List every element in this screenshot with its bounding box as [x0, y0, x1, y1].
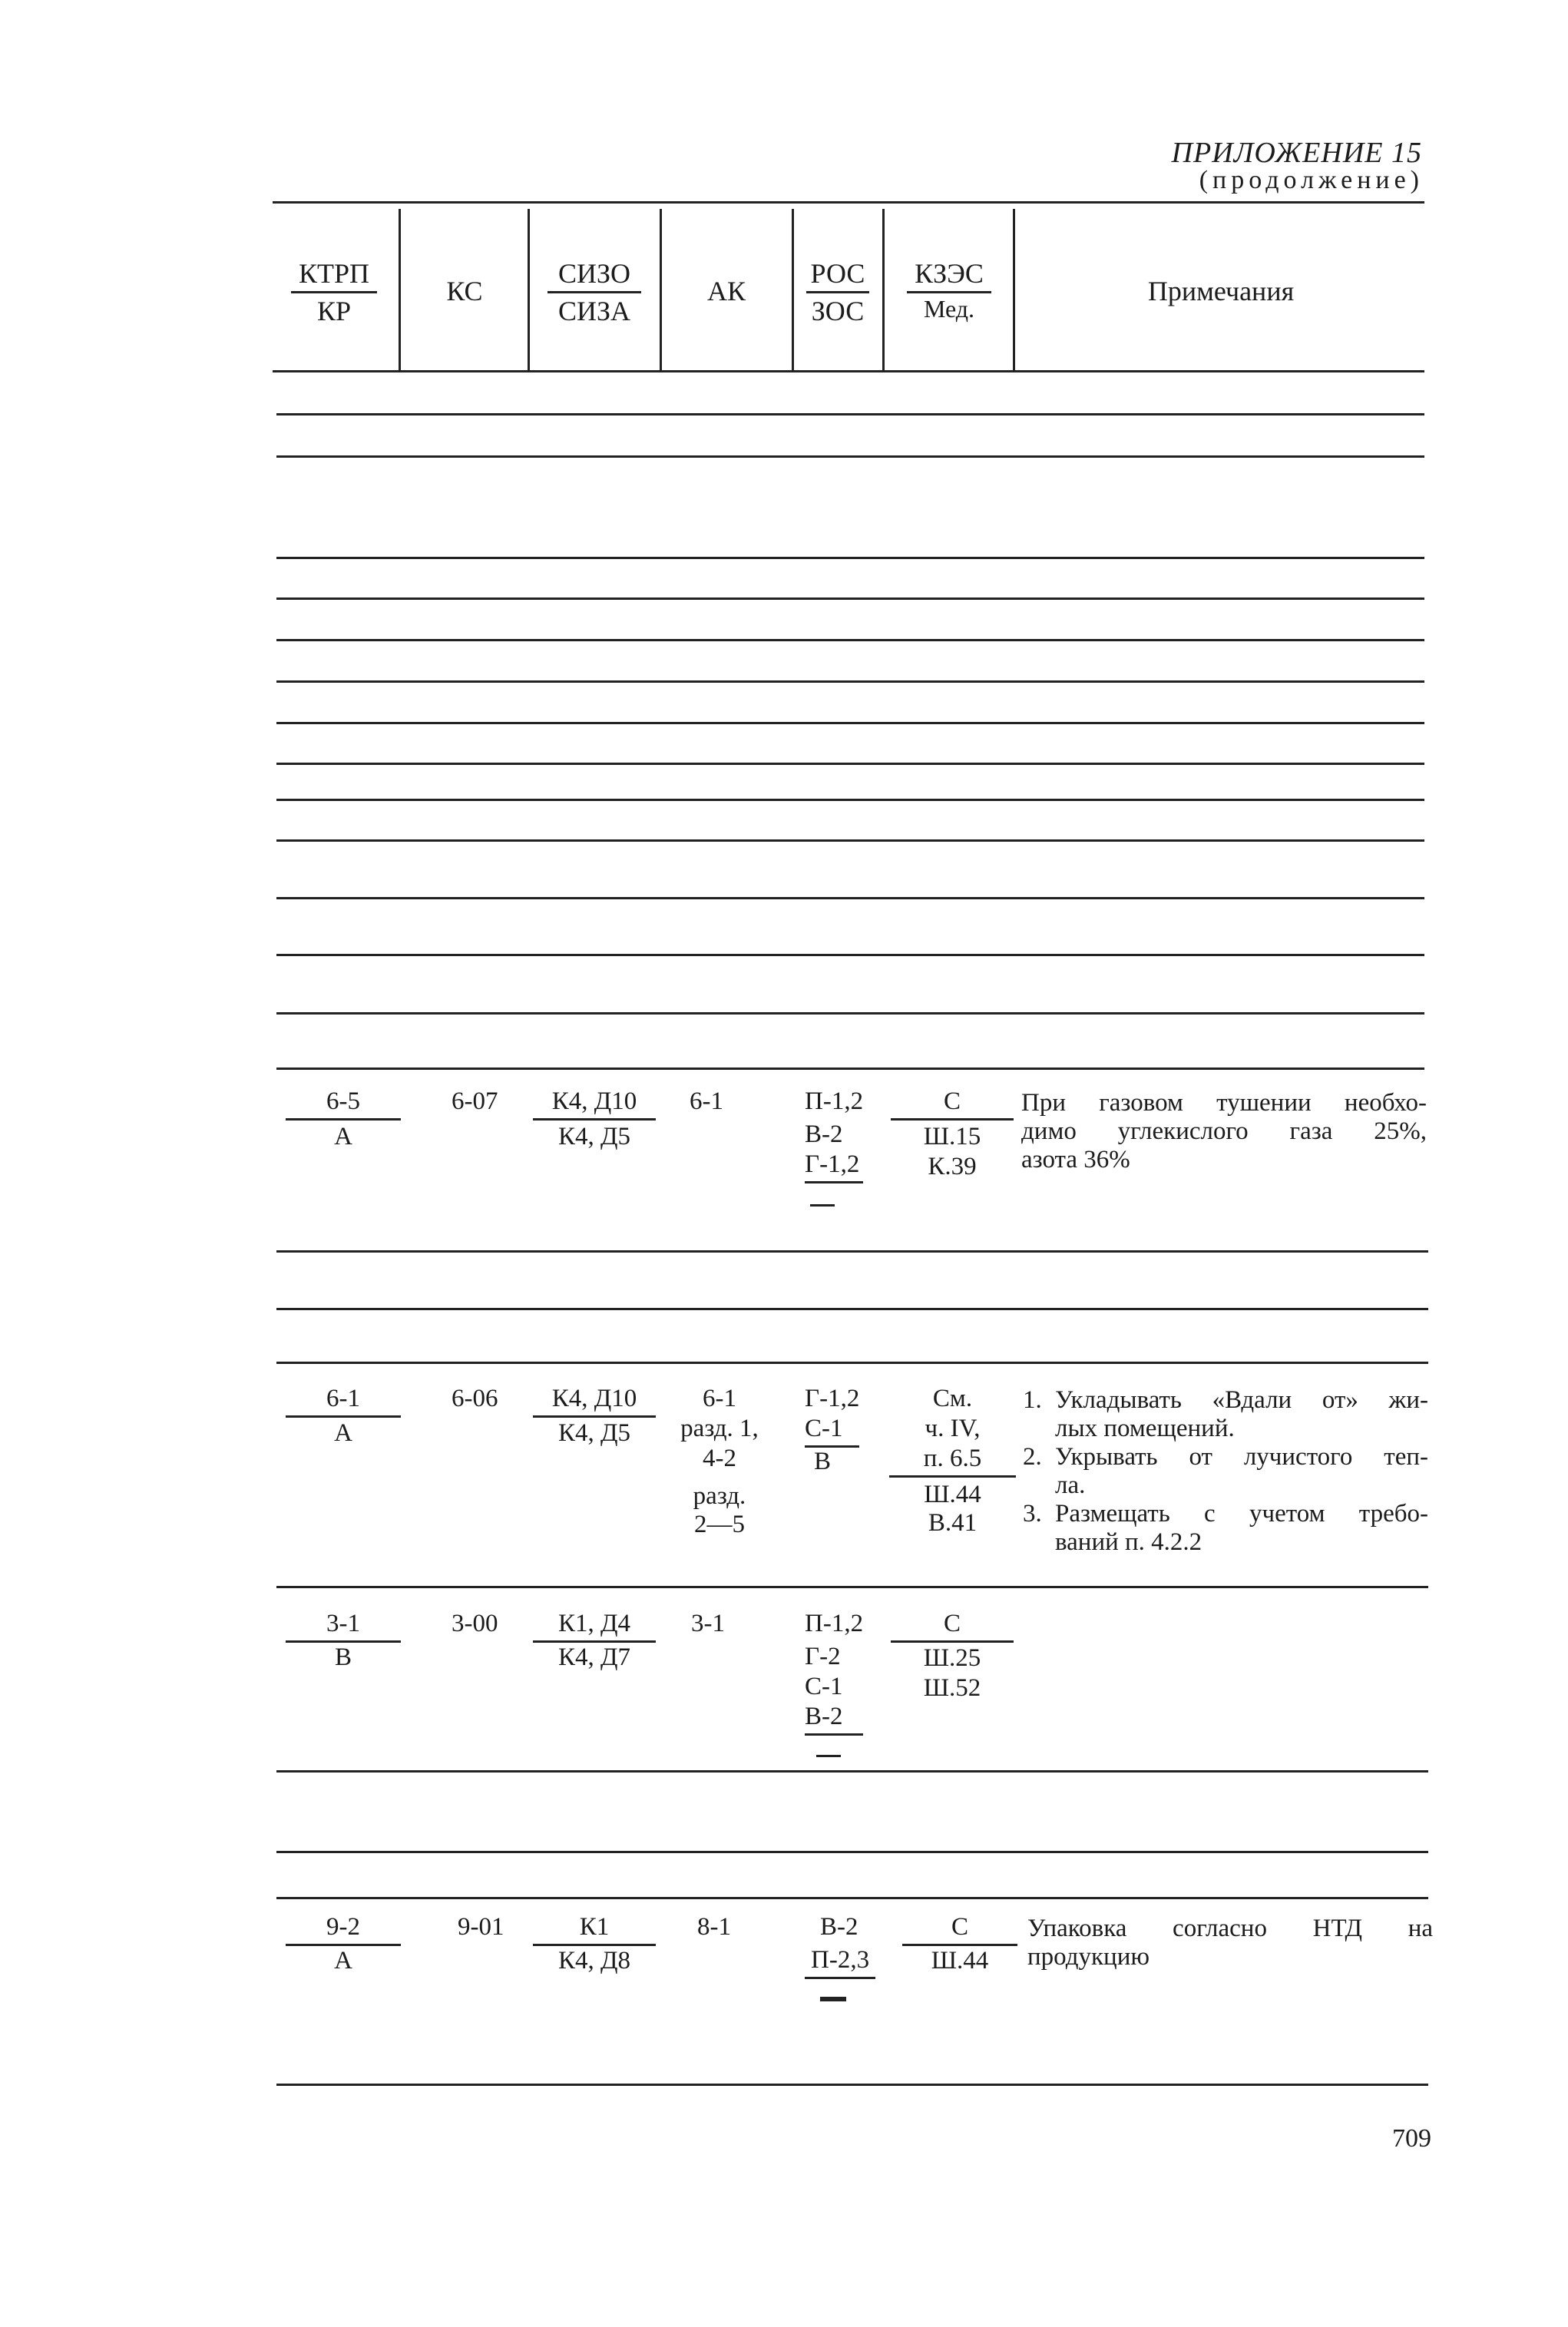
cell-sizo: К4, Д10 — [533, 1089, 656, 1120]
row-rule — [276, 1770, 1428, 1773]
cell-ktrp: 3-1 — [286, 1611, 401, 1643]
cell-sizo: К1 — [533, 1915, 656, 1946]
row-rule — [276, 954, 1424, 956]
col-divider — [1013, 209, 1015, 370]
col-divider — [792, 209, 794, 370]
row-rule — [276, 839, 1424, 842]
cell-siza: К4, Д7 — [557, 1643, 631, 1671]
cell-notes: Упаковка согласно НТД на продукцию — [1027, 1915, 1433, 1971]
col-header-med: Мед. — [923, 295, 975, 323]
col-divider — [882, 209, 885, 370]
cell-kzes: С — [891, 1611, 1014, 1643]
col-header-siza: СИЗА — [557, 296, 631, 326]
cell-zos-dash — [816, 1755, 841, 1757]
cell-ktrp: 6-5 — [286, 1089, 401, 1120]
row-rule — [276, 1308, 1428, 1310]
cell-ak: 3-1 — [691, 1610, 725, 1637]
page-number: 709 — [1392, 2124, 1431, 2153]
header-bottom-rule — [273, 370, 1424, 372]
row-rule — [276, 722, 1424, 724]
cell-med: Ш.44 В.41 — [924, 1481, 981, 1537]
row-rule — [276, 1851, 1428, 1853]
row-rule — [276, 455, 1424, 458]
col-divider — [660, 209, 662, 370]
col-header-zos: ЗОС — [811, 296, 865, 326]
row-rule — [276, 1362, 1428, 1364]
cell-ros: В-2 П-2,3 — [805, 1915, 875, 1979]
row-rule — [276, 897, 1424, 899]
note-item: 1. Укладывать «Вдали от» жи- лых помещений. — [1023, 1386, 1428, 1442]
cell-siza: К4, Д5 — [557, 1123, 631, 1150]
col-divider — [399, 209, 401, 370]
col-header-kzes: КЗЭС — [887, 257, 1011, 293]
cell-zos-dash — [810, 1204, 835, 1207]
cell-med: Ш.25 Ш.52 — [923, 1644, 981, 1702]
cell-ks: 3-00 — [452, 1610, 498, 1637]
cell-ros: П-1,2 В-2 Г-1,2 — [805, 1089, 863, 1183]
cell-siza: К4, Д8 — [557, 1947, 631, 1974]
row-rule — [276, 680, 1424, 683]
row-rule — [276, 557, 1424, 559]
appendix-subtitle: (продолжение) — [1199, 166, 1424, 194]
row-rule — [276, 639, 1424, 641]
cell-zos: В — [814, 1448, 832, 1475]
cell-kr: А — [334, 1123, 352, 1150]
col-header-ktrp: КТРП — [276, 257, 392, 293]
cell-kzes: С — [891, 1089, 1014, 1120]
row-rule — [276, 1897, 1428, 1899]
cell-kzes: С — [902, 1915, 1017, 1946]
appendix-title: ПРИЛОЖЕНИЕ 15 — [1171, 137, 1422, 169]
cell-notes — [1023, 1386, 1428, 1557]
row-rule — [276, 799, 1424, 801]
cell-siza: К4, Д5 — [557, 1419, 631, 1447]
cell-sizo: К1, Д4 — [533, 1611, 656, 1643]
cell-kr: А — [334, 1419, 352, 1447]
row-rule — [276, 1586, 1428, 1588]
col-header-ak: АК — [706, 276, 746, 306]
cell-ktrp: 6-1 — [286, 1386, 401, 1418]
cell-ak: 6-1 — [690, 1087, 723, 1115]
table-top-rule — [273, 201, 1424, 204]
cell-med: Ш.15 К.39 — [923, 1123, 981, 1180]
cell-sizo: К4, Д10 — [533, 1386, 656, 1418]
cell-notes: При газовом тушении необхо- димо углекислого газа 25%, азота 36% — [1021, 1089, 1427, 1173]
cell-ros: П-1,2 Г-2 С-1 В-2 — [805, 1611, 863, 1736]
col-header-notes: Примечания — [1147, 276, 1295, 306]
cell-ak: 6-1 разд. 1, 4-2 разд. 2—5 — [680, 1385, 759, 1538]
cell-ktrp: 9-2 — [286, 1915, 401, 1946]
row-rule — [276, 1250, 1428, 1253]
col-header-sizo: СИЗО — [532, 257, 657, 293]
col-header-kr: КР — [316, 296, 352, 326]
row-rule — [276, 763, 1424, 765]
cell-zos-dash — [820, 1997, 846, 2001]
cell-ak: 8-1 — [697, 1913, 731, 1941]
row-rule — [276, 1012, 1424, 1015]
cell-kr: В — [334, 1643, 352, 1671]
table-bottom-rule — [276, 2084, 1428, 2086]
cell-kzes: См. ч. IV, п. 6.5 — [889, 1386, 1016, 1478]
col-header-ros: РОС — [796, 257, 880, 293]
cell-ks: 9-01 — [458, 1913, 504, 1941]
col-divider — [528, 209, 530, 370]
cell-kr: А — [334, 1947, 352, 1974]
row-rule — [276, 413, 1424, 415]
cell-ros: Г-1,2 С-1 В — [805, 1385, 860, 1475]
note-item: 3. Размещать с учетом требо- ваний п. 4.2.2 — [1023, 1500, 1428, 1556]
row-rule — [276, 1068, 1424, 1070]
cell-ks: 6-06 — [452, 1385, 498, 1412]
col-header-ks: КС — [446, 276, 483, 306]
cell-med: Ш.44 — [931, 1947, 989, 1974]
note-item: 2. Укрывать от лучистого теп- ла. — [1023, 1443, 1428, 1499]
cell-ks: 6-07 — [452, 1087, 498, 1115]
row-rule — [276, 597, 1424, 600]
